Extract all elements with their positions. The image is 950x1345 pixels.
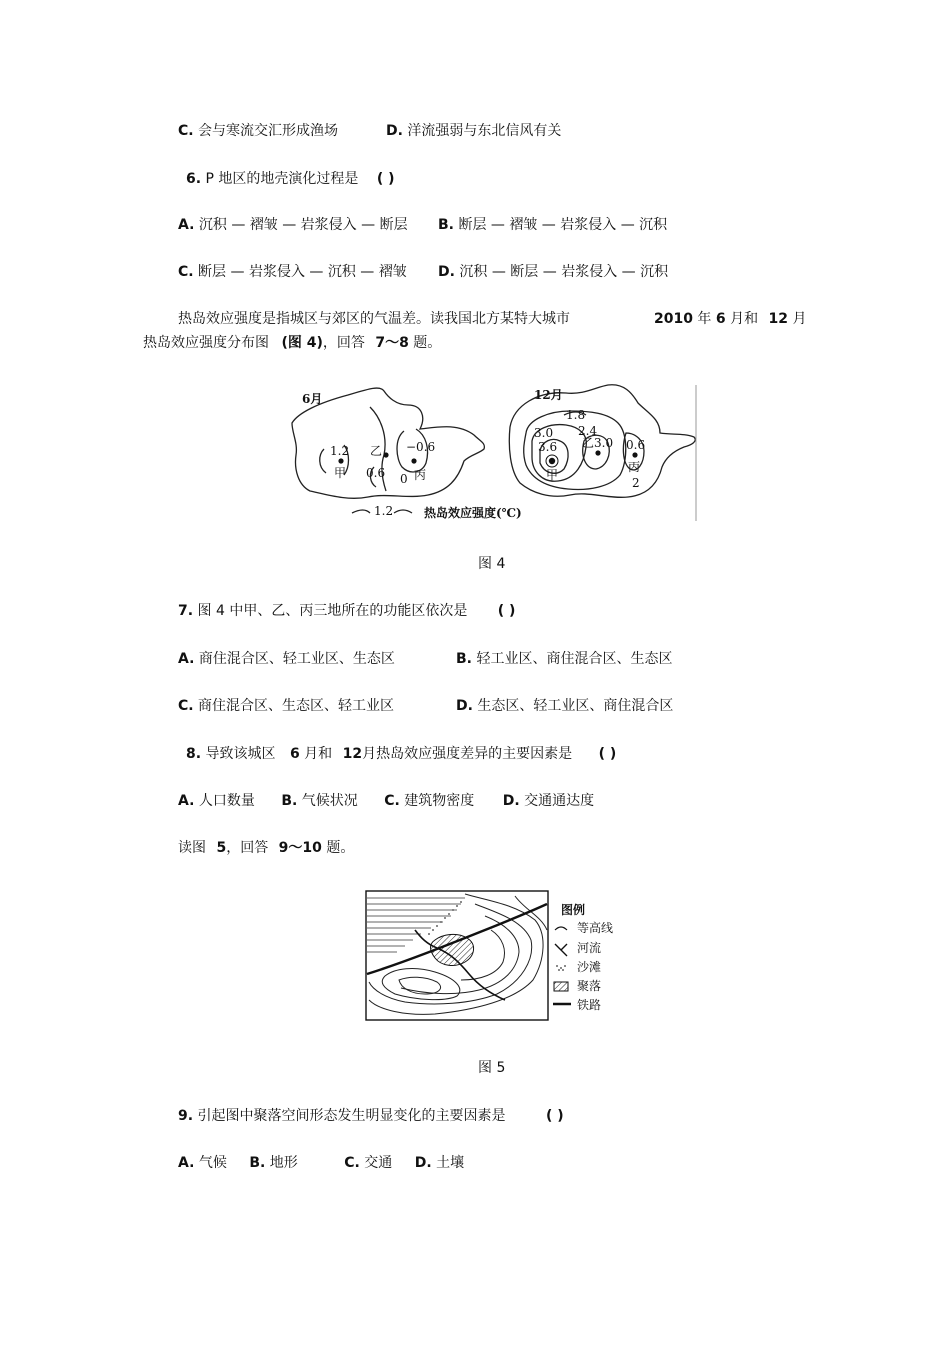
question-text: 图 4 中甲、乙、丙三地所在的功能区依次是	[197, 603, 468, 619]
option-label: D.	[456, 698, 473, 714]
q6-option-c	[178, 262, 407, 282]
intro-text: 热岛效应强度是指城区与郊区的气温差。读我国北方某特大城市	[178, 311, 570, 327]
contour-label: −0.6	[406, 440, 436, 454]
q6-option-d	[438, 262, 668, 282]
q6-stem	[186, 169, 395, 189]
intro-text: 月和	[730, 311, 759, 327]
question-range: 9～10	[278, 840, 322, 856]
option-text: 交通	[364, 1155, 393, 1171]
option-label: B.	[438, 217, 454, 233]
contour-label: 3.0	[594, 436, 614, 450]
intro-text: 读图	[178, 840, 206, 856]
answer-paren: ( )	[545, 1108, 564, 1124]
q7-option-b	[456, 649, 672, 669]
option-label: B.	[456, 651, 472, 667]
q7-option-c	[178, 696, 394, 716]
option-text: 会与寒流交汇形成渔场	[198, 123, 339, 139]
question-range: 7～8	[375, 335, 409, 351]
option-label: B.	[249, 1155, 266, 1171]
intro-text: 题。	[413, 335, 442, 351]
jia-point-december	[549, 458, 555, 464]
bing-point-june	[411, 458, 416, 463]
option-label: A.	[178, 793, 195, 809]
option-text: 洋流强弱与东北信风有关	[407, 123, 562, 139]
jia-label: 甲	[546, 468, 559, 482]
yi-point-june	[383, 452, 388, 457]
intro-text: ，回答	[226, 840, 269, 856]
q8-options	[178, 791, 594, 811]
contour-label: 0.6	[366, 466, 386, 480]
option-text: 断层 — 岩浆侵入 — 沉积 — 褶皱	[198, 264, 407, 280]
q7-stem	[178, 601, 515, 621]
contour-label: 0.6	[626, 438, 646, 452]
month: 6	[715, 311, 726, 327]
figure-ref: (图 4)	[281, 335, 323, 351]
question-text: P 地区的地壳演化过程是	[205, 171, 359, 187]
question-number: 8.	[186, 746, 202, 762]
option-label: C.	[178, 698, 194, 714]
option-text: 沉积 — 褶皱 — 岩浆侵入 — 断层	[198, 217, 408, 233]
option-text: 人口数量	[198, 793, 255, 809]
option-text: 土壤	[436, 1155, 465, 1171]
sand-legend-icon	[556, 965, 566, 971]
option-text: 轻工业区、商住混合区、生态区	[476, 651, 673, 667]
contour-label: 1.2	[330, 444, 350, 458]
option-text: 气候	[198, 1155, 227, 1171]
intro-text: 年	[697, 311, 712, 327]
month: 6	[289, 746, 300, 762]
q5-option-c	[178, 121, 338, 141]
q7-option-a	[178, 649, 395, 669]
question-text: 导致该城区	[205, 746, 276, 762]
answer-paren: ( )	[376, 171, 395, 187]
bing-label: 丙	[414, 468, 427, 482]
figure-legend: 热岛效应强度(℃)	[424, 506, 522, 520]
q5-option-d	[386, 121, 561, 141]
contour-label: 0	[400, 472, 408, 486]
option-text: 沉积 — 断层 — 岩浆侵入 — 沉积	[459, 264, 669, 280]
question-number: 9.	[178, 1108, 194, 1124]
q9-options	[178, 1153, 464, 1173]
option-text: 地形	[269, 1155, 298, 1171]
option-label: A.	[178, 651, 195, 667]
river-legend-icon	[555, 944, 567, 956]
option-label: D.	[438, 264, 455, 280]
yi-point-december	[595, 450, 600, 455]
option-text: 断层 — 褶皱 — 岩浆侵入 — 沉积	[458, 217, 668, 233]
option-label: C.	[178, 123, 194, 139]
year: 2010	[654, 311, 693, 327]
june-label: 6月	[302, 392, 323, 406]
q6-option-b	[438, 215, 667, 235]
question-number: 7.	[178, 603, 194, 619]
figure-4	[288, 383, 700, 523]
intro4-line1	[178, 309, 570, 329]
question-text: 引起图中聚落空间形态发生明显变化的主要因素是	[197, 1108, 506, 1124]
legend-item: 河流	[577, 941, 602, 955]
december-label: 12月	[534, 388, 563, 402]
figure-ref: 5	[216, 840, 227, 856]
intro-text: 热岛效应强度分布图	[143, 335, 269, 351]
intro-text: ，回答	[322, 335, 365, 351]
contour-label: 2.4	[578, 424, 598, 438]
option-label: C.	[384, 793, 400, 809]
intro4-line2	[143, 333, 441, 353]
figure-5	[365, 890, 627, 1024]
question-text: 月热岛效应强度差异的主要因素是	[362, 746, 573, 762]
jia-label: 甲	[334, 466, 347, 480]
answer-paren: ( )	[497, 603, 516, 619]
yi-label: 乙	[582, 436, 595, 450]
settlement-legend-icon	[554, 982, 568, 991]
q6-option-a	[178, 215, 408, 235]
option-label: A.	[178, 217, 195, 233]
legend-item: 铁路	[577, 998, 602, 1012]
option-text: 建筑物密度	[404, 793, 475, 809]
option-text: 生态区、轻工业区、商住混合区	[477, 698, 674, 714]
legend-item: 沙滩	[577, 960, 602, 974]
q8-stem	[186, 744, 616, 764]
bing-label: 丙	[628, 460, 641, 474]
legend-item: 聚落	[577, 979, 602, 993]
option-label: D.	[414, 1155, 432, 1171]
month: 12	[342, 746, 363, 762]
jia-point-june	[338, 458, 343, 463]
option-text: 商住混合区、轻工业区、生态区	[198, 651, 395, 667]
figure-4-caption: 图 4	[478, 556, 506, 572]
option-text: 气候状况	[301, 793, 358, 809]
intro4-line1-date	[654, 309, 806, 329]
option-label: A.	[178, 1155, 195, 1171]
figure-5-caption: 图 5	[478, 1060, 506, 1076]
option-text: 交通通达度	[524, 793, 595, 809]
bing-point-december	[632, 452, 637, 457]
q7-option-d	[456, 696, 673, 716]
contour-label: 1.8	[566, 408, 586, 422]
option-label: C.	[178, 264, 194, 280]
intro5	[178, 838, 354, 858]
option-label: D.	[502, 793, 520, 809]
q9-stem	[178, 1106, 564, 1126]
option-text: 商住混合区、生态区、轻工业区	[198, 698, 395, 714]
legend-item: 等高线	[577, 921, 614, 935]
question-text: 月和	[304, 746, 333, 762]
contour-label: 2	[632, 476, 640, 490]
question-number: 6.	[186, 171, 202, 187]
intro-text: 题。	[326, 840, 355, 856]
contour-legend-icon	[555, 927, 567, 930]
answer-paren: ( )	[598, 746, 617, 762]
option-label: D.	[386, 123, 403, 139]
contour-label: 3.0	[534, 426, 554, 440]
contour-label: 3.6	[538, 440, 558, 454]
month: 12	[768, 311, 789, 327]
option-label: B.	[281, 793, 298, 809]
option-label: C.	[344, 1155, 360, 1171]
legend-title: 图例	[561, 903, 586, 917]
contour-label: 1.2	[374, 504, 394, 518]
intro-text: 月	[792, 311, 807, 327]
yi-label: 乙	[370, 444, 383, 458]
